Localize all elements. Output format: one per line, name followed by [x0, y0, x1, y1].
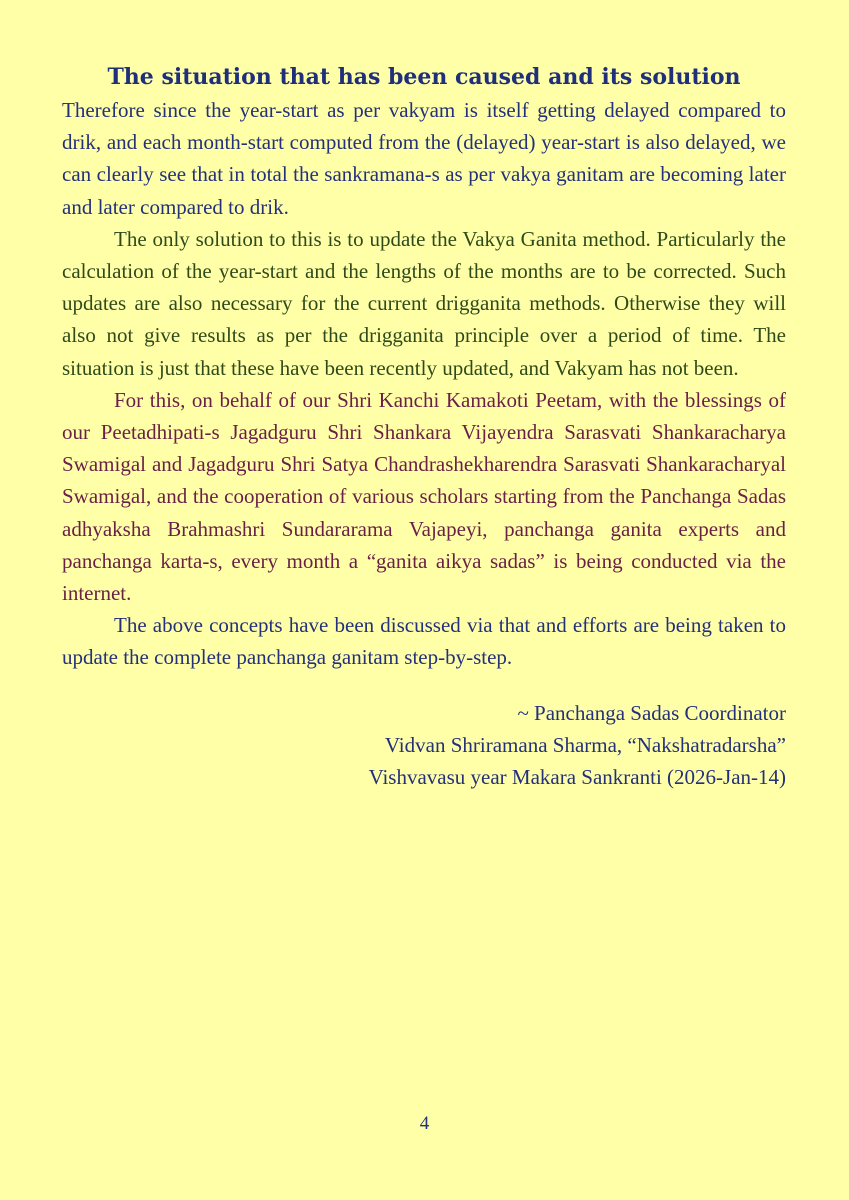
paragraph-3-text: For this, on behalf of our Shri Kanchi Kamakoti Peetam, with the blessings of our Peetadhipati-s Jagadguru Shri Shankara Vijayendra Sarasvati Shankaracharya Swamigal and Jagadguru Shri Satya Chandrashekharendra Sarasvati Shankaracharyal Swamigal, and the cooperation of various scholars starting from the Panchanga Sadas adhyaksha Brahmashri Sundararama Vajapeyi, panchanga ganita experts and panchanga karta-s, every month a “ganita aikya sadas” is being conducted via the internet.	[62, 387, 786, 606]
signature-line-3: Vishvavasu year Makara Sankranti (2026-Jan-14)	[368, 764, 786, 789]
paragraph-4-text: The above concepts have been discussed via that and efforts are being taken to update the complete panchanga ganitam step-by-step.	[62, 613, 786, 670]
signature-line-1: ~ Panchanga Sadas Coordinator	[517, 700, 786, 725]
signature-block	[62, 697, 786, 793]
signature-line-2: Vidvan Shriramana Sharma, “Nakshatradarsha”	[384, 732, 786, 757]
paragraph-4	[62, 609, 786, 673]
paragraph-2	[62, 223, 786, 384]
paragraph-2-text: The only solution to this is to update the Vakya Ganita method. Particularly the calculation of the year-start and the lengths of the months are to be corrected. Such updates are also necessary for the current drigganita methods. Otherwise they will also not give results as per the drigganita principle over a period of time. The situation is just that these have been recently updated, and Vakyam has not been.	[62, 226, 786, 380]
paragraph-3	[62, 384, 786, 609]
document-page	[62, 60, 786, 793]
page-number: 4	[419, 1113, 430, 1134]
paragraph-1-text: Therefore since the year-start as per vakyam is itself getting delayed compared to drik, and each month-start computed from the (delayed) year-start is also delayed, we can clearly see that in total the sankramana-s as per vakya ganitam are becoming later and later compared to drik.	[62, 98, 786, 219]
paragraph-1	[62, 94, 786, 223]
section-title: The situation that has been caused and its solution	[107, 64, 741, 90]
